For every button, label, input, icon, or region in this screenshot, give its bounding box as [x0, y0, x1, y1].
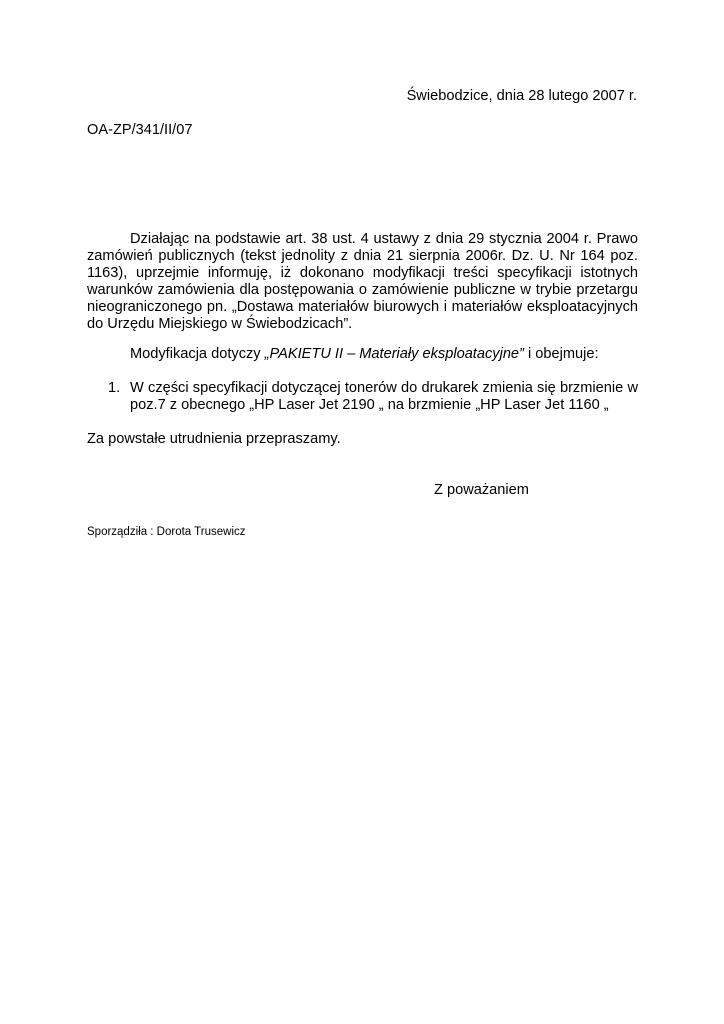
list-item-text: W części specyfikacji dotyczącej tonerów do drukarek zmienia się brzmienie w poz.7 z obecnego „HP Laser Jet 2190 „ na brzmienie „HP Laser Jet 1160 „: [130, 380, 638, 413]
modification-paragraph: [130, 346, 599, 363]
modification-prefix: Modyfikacja dotyczy: [130, 346, 265, 362]
closing-regards: Z poważaniem: [434, 482, 529, 498]
modification-package: „PAKIETU II – Materiały eksploatacyjne”: [264, 346, 524, 362]
date-line: Świebodzice, dnia 28 lutego 2007 r.: [406, 88, 637, 104]
prepared-by: Sporządziła : Dorota Trusewicz: [87, 526, 246, 538]
body-paragraph: Działając na podstawie art. 38 ust. 4 ustawy z dnia 29 stycznia 2004 r. Prawo zamówień publicznych (tekst jednolity z dnia 21 sierpnia 2006r. Dz. U. Nr 164 poz. 1163), uprzejmie informuję, iż dokonano modyfikacji treści specyfikacji istotnych warunków zamówienia dla postępowania o zamówienie publiczne w trybie przetargu nieograniczonego pn. „Dostawa materiałów biurowych i materiałów eksploatacyjnych do Urzędu Miejskiego w Świebodzicach”.: [87, 231, 638, 332]
list-item-number: 1.: [108, 380, 121, 396]
reference-number: OA-ZP/341/II/07: [87, 122, 193, 138]
modification-suffix: i obejmuje:: [523, 346, 599, 362]
apology-line: Za powstałe utrudnienia przepraszamy.: [87, 431, 341, 447]
